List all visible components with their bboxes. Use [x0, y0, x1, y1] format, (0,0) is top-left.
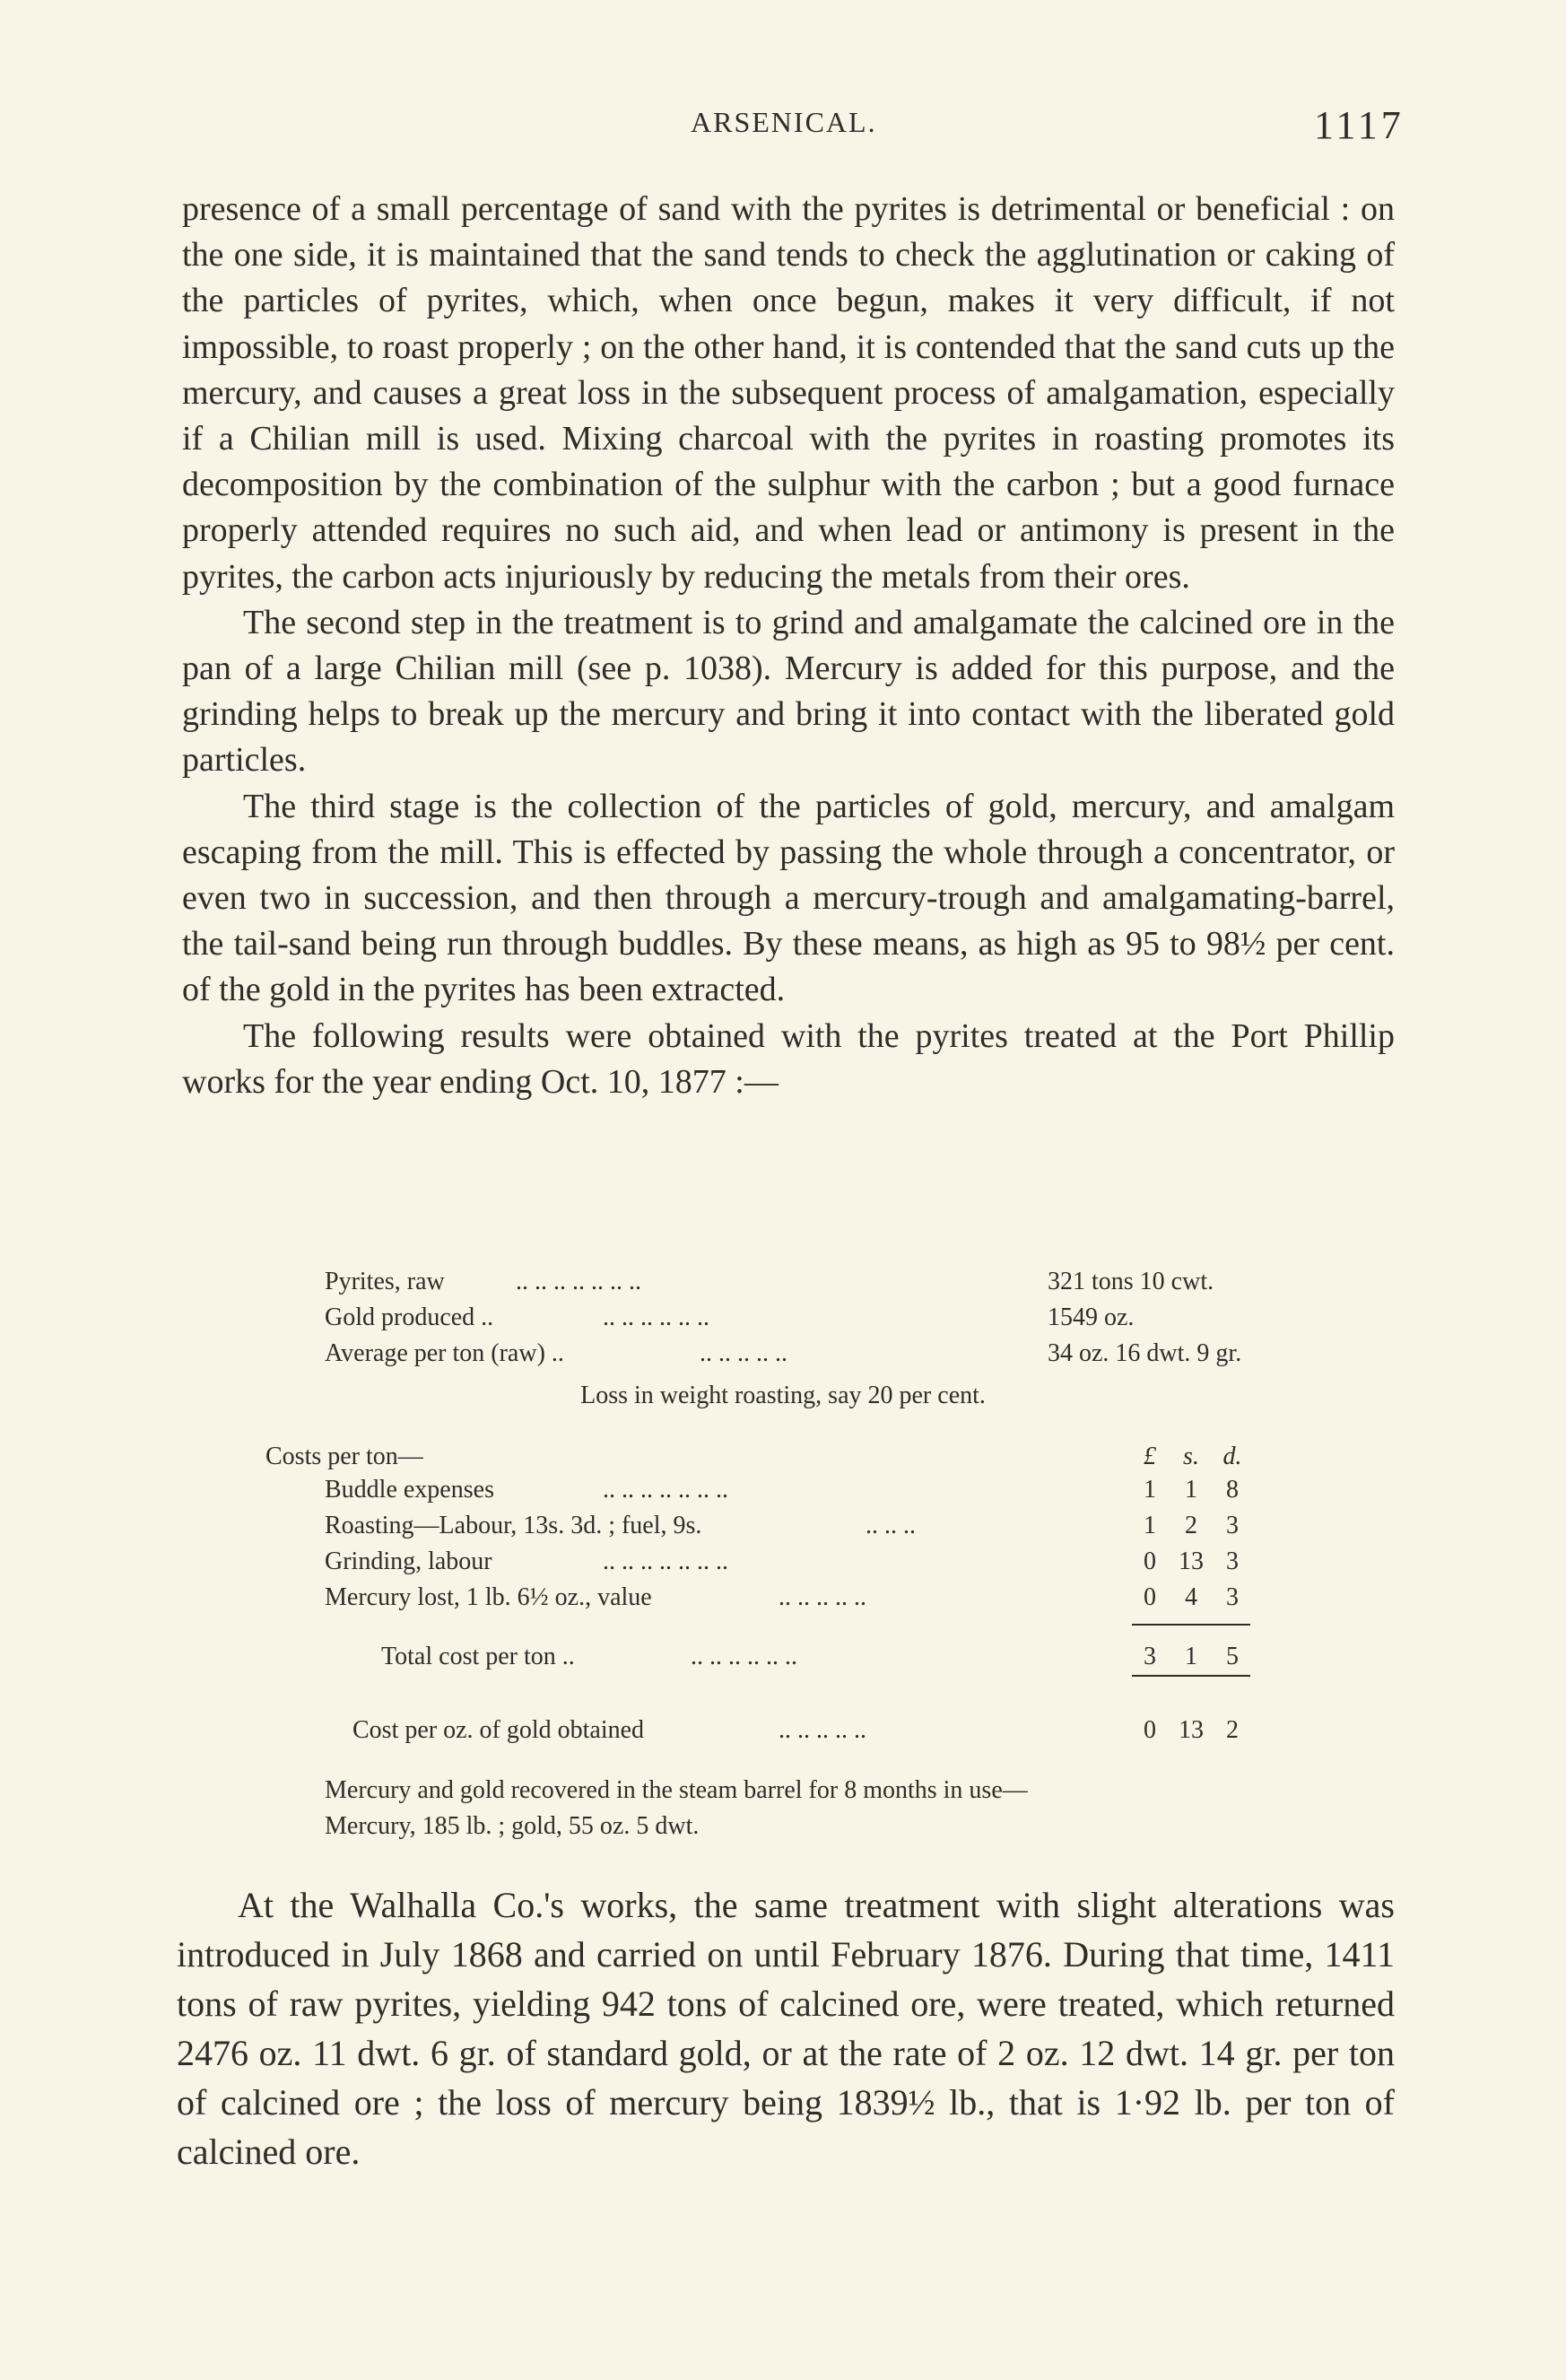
total-label: Total cost per ton ..	[381, 1643, 575, 1670]
cost-pence: 3	[1226, 1583, 1239, 1611]
cost-pounds: 0	[1144, 1547, 1156, 1575]
result-label: Average per ton (raw) ..	[325, 1339, 564, 1367]
cost-pence: 3	[1226, 1547, 1239, 1575]
barrel-note-line-1: Mercury and gold recovered in the steam barrel for 8 months in use—	[325, 1776, 1028, 1804]
cost-label: Grinding, labour	[325, 1547, 492, 1575]
cost-shillings: 13	[1179, 1547, 1204, 1575]
per-oz-dots: .. .. .. .. ..	[779, 1716, 866, 1744]
loss-note: Loss in weight roasting, say 20 per cent.	[580, 1382, 986, 1409]
cost-dots: .. .. ..	[866, 1512, 916, 1539]
shillings-header: s.	[1183, 1443, 1199, 1470]
result-dots: .. .. .. .. .. .. ..	[516, 1268, 641, 1295]
cost-pence: 3	[1226, 1512, 1239, 1539]
result-label: Pyrites, raw	[325, 1268, 445, 1295]
cost-shillings: 1	[1185, 1476, 1197, 1504]
total-dots: .. .. .. .. .. ..	[691, 1643, 797, 1670]
result-value: 1549 oz.	[1048, 1303, 1135, 1331]
result-dots: .. .. .. .. .. ..	[603, 1303, 709, 1331]
cost-label: Mercury lost, 1 lb. 6½ oz., value	[325, 1583, 652, 1611]
total-pence: 5	[1226, 1643, 1239, 1670]
total-shillings: 1	[1185, 1643, 1197, 1670]
cost-pounds: 0	[1144, 1583, 1156, 1611]
cost-pence: 8	[1226, 1476, 1239, 1504]
barrel-note-line-2: Mercury, 185 lb. ; gold, 55 oz. 5 dwt.	[325, 1812, 700, 1840]
cost-pounds: 1	[1144, 1476, 1156, 1504]
cost-dots: .. .. .. .. ..	[779, 1583, 866, 1611]
per-oz-shillings: 13	[1179, 1716, 1204, 1744]
result-value: 321 tons 10 cwt.	[1048, 1268, 1214, 1295]
total-pounds: 3	[1144, 1643, 1156, 1670]
walhalla-paragraph: At the Walhalla Co.'s works, the same treatment with slight alterations was introduced in July 1868 and carried on until February 1876. During that time, 1411 tons of raw pyrites, yielding 942 tons of calcined ore, were treated, which returned 2476 oz. 11 dwt. 6 gr. of standard gold, or at the rate of 2 oz. 12 dwt. 14 gr. per ton of calcined ore ; the loss of mercury being 1839½ lb., that is 1·92 lb. per ton of calcined ore.	[177, 1885, 1395, 2172]
running-title: ARSENICAL.	[691, 106, 877, 138]
per-oz-pence: 2	[1226, 1716, 1239, 1744]
paragraph-3: The third stage is the collection of the particles of gold, mercury, and amalgam escaping from the mill. This is effected by passing the whole through a concentrator, or even two in succession, and then through a mercury-trough and amalgamating-barrel, the tail-sand being run through buddles. By these means, as high as 95 to 98½ per cent. of the gold in the pyrites has been extracted.	[182, 787, 1395, 1009]
total-rule	[1132, 1624, 1250, 1626]
paragraph-1: presence of a small percentage of sand with the pyrites is detrimental or beneficial : on the one side, it is maintained that the sand tends to check the agglutination or caking of the particles of pyrites, which, when once begun, makes it very difficult, if not impossible, to roast properly ; on the other hand, it is contended that the sand cuts up the mercury, and causes a great loss in the subsequent process of amalgamation, especially if a Chilian mill is used. Mixing charcoal with the pyrites in roasting promotes its decomposition by the combination of the sulphur with the carbon ; but a good furnace properly attended requires no such aid, and when lead or antimony is present in the pyrites, the carbon acts injuriously by reducing the metals from their ores.	[182, 190, 1395, 596]
cost-dots: .. .. .. .. .. .. ..	[603, 1547, 728, 1575]
paragraph-2: The second step in the treatment is to grind and amalgamate the calcined ore in the pan of a large Chilian mill (see p. 1038). Mercury is added for this purpose, and the grinding helps to break up the mercury and bring it into contact with the liberated gold particles.	[182, 603, 1395, 780]
result-value: 34 oz. 16 dwt. 9 gr.	[1048, 1339, 1242, 1367]
cost-shillings: 4	[1185, 1583, 1197, 1611]
page-number: 1117	[1314, 103, 1405, 147]
page-header	[0, 103, 1566, 160]
walhalla-text	[177, 1880, 1395, 2176]
costs-heading: Costs per ton—	[265, 1443, 423, 1470]
total-underline	[1132, 1675, 1250, 1677]
result-label: Gold produced ..	[325, 1303, 494, 1331]
per-oz-label: Cost per oz. of gold obtained	[352, 1716, 645, 1744]
per-oz-pounds: 0	[1144, 1716, 1156, 1744]
result-dots: .. .. .. .. ..	[700, 1339, 787, 1367]
cost-label: Roasting—Labour, 13s. 3d. ; fuel, 9s.	[325, 1512, 702, 1539]
pounds-header: £	[1144, 1443, 1156, 1470]
paragraph-4: The following results were obtained with the pyrites treated at the Port Phillip works for the year ending Oct. 10, 1877 :—	[182, 1016, 1395, 1101]
cost-pounds: 1	[1144, 1512, 1156, 1539]
cost-shillings: 2	[1185, 1512, 1197, 1539]
body-text	[182, 187, 1395, 1105]
cost-dots: .. .. .. .. .. .. ..	[603, 1476, 728, 1504]
cost-label: Buddle expenses	[325, 1476, 494, 1504]
pence-header: d.	[1222, 1443, 1242, 1470]
